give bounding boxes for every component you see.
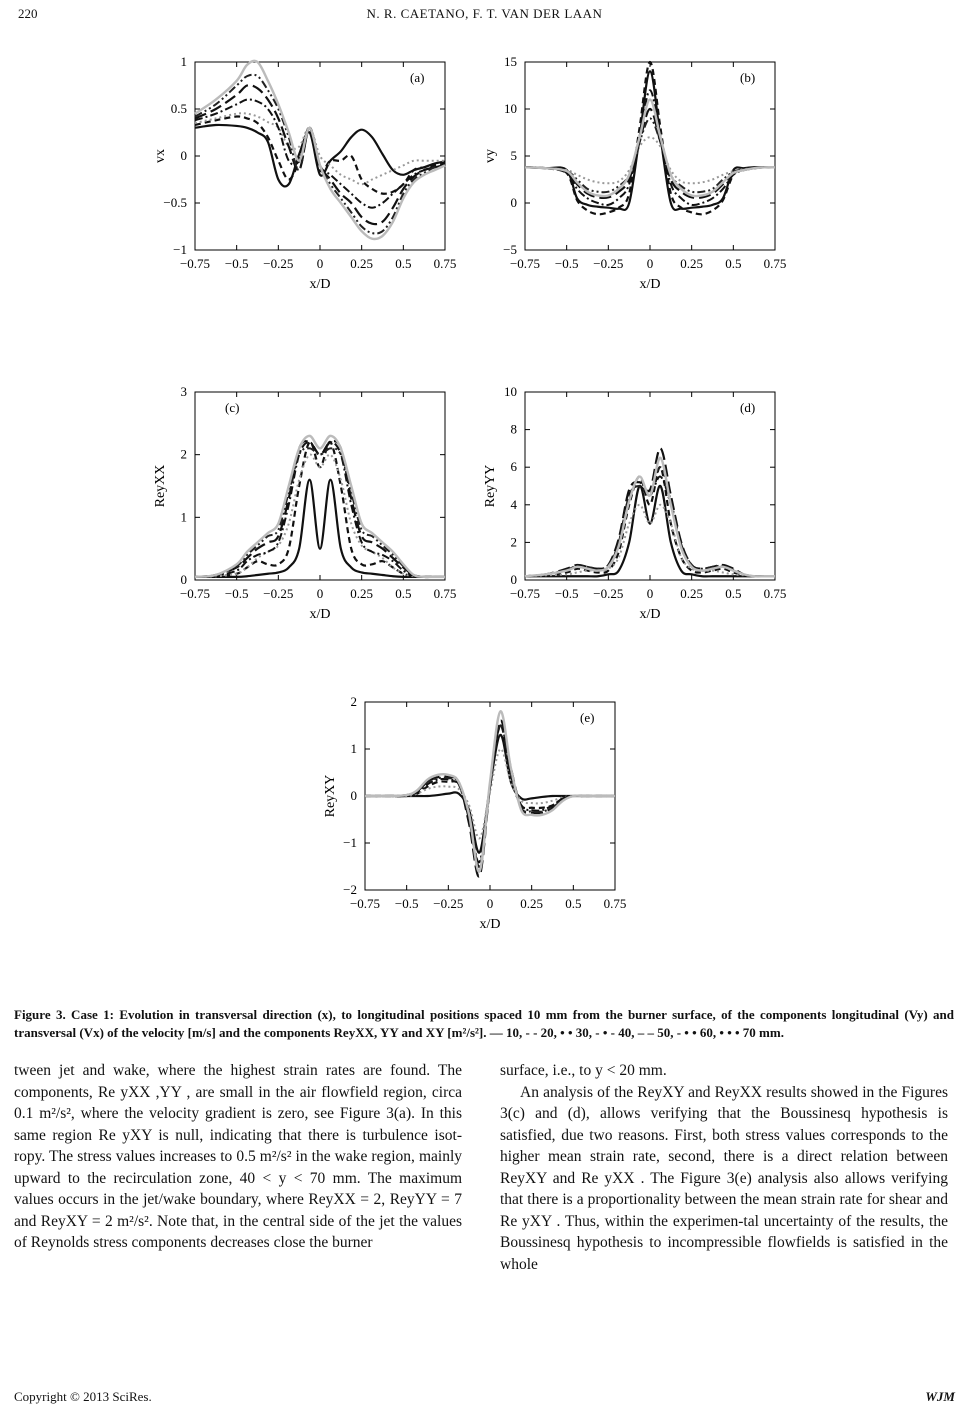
body-column-left bbox=[14, 1060, 462, 1254]
y-tick-label: 0 bbox=[180, 148, 187, 163]
series-line-60 bbox=[525, 118, 775, 192]
x-tick-label: −0.25 bbox=[433, 896, 464, 911]
series-line-50 bbox=[365, 721, 615, 877]
x-tick-label: 0.75 bbox=[603, 896, 627, 911]
x-tick-label: −0.5 bbox=[554, 256, 579, 271]
figure-panel-c bbox=[150, 380, 457, 635]
paragraph: tween jet and wake, where the highest strain rates are found. The components, Re yXX ,YY , are small in the air flowfield region, circa 0.1 m²/s², where the velocity gradient is zero, see Figure 3(a). In this same region Re yXY is null, indicating that there is turbulence isot-ropy. The stress values increases to 0.5 m²/s² in the wake region, mainly upward to the recirculation zone, 40 < y < 70 mm. The maximum values occurs in the jet/wake boundary, where ReyXX = 2, ReyYY = 7 and ReyXY = 2 m²/s². Note that, in the central side of the jet the values of Reynolds stress components decreases close the burner bbox=[14, 1062, 462, 1251]
chart-svg bbox=[150, 50, 457, 305]
series-line-50 bbox=[525, 448, 775, 576]
x-tick-label: 0.5 bbox=[725, 256, 742, 271]
y-tick-label: 0 bbox=[510, 572, 517, 587]
x-tick-label: −0.5 bbox=[554, 586, 579, 601]
copyright: Copyright © 2013 SciRes. bbox=[14, 1389, 152, 1404]
series-line-10 bbox=[525, 71, 775, 210]
y-tick-label: 6 bbox=[510, 459, 517, 475]
series-line-50 bbox=[195, 441, 445, 577]
paragraph: An analysis of the ReyXY and ReyXX results showed in the Figures 3(c) and (d), allows verifying that the Boussinesq hypothesis is satisfied, due two reasons. First, both stress values corresponds to the higher mean strain rate, second, there is a direct relation between ReyXY and Re yXX . The Figure 3(e) analysis also allows verifying that there is a proportionality between the mean strain rate for shear and Re yXY . Thus, within the experimen-tal uncertainty of the results, the Boussinesq hypothesis to incompressible flowfields is satisfied in the whole bbox=[500, 1083, 948, 1273]
panel-label: (b) bbox=[740, 70, 756, 85]
figure-caption bbox=[14, 1006, 954, 1042]
x-tick-label: 0.5 bbox=[395, 256, 412, 271]
x-tick-label: 0.25 bbox=[520, 896, 544, 911]
x-tick-label: 0 bbox=[316, 256, 324, 271]
x-tick-label: −0.25 bbox=[593, 586, 624, 601]
series-line-20 bbox=[195, 442, 445, 577]
x-tick-label: −0.5 bbox=[224, 256, 249, 271]
series-line-30 bbox=[525, 137, 775, 183]
y-tick-label: 0 bbox=[350, 788, 357, 803]
journal-name: WJM bbox=[925, 1389, 955, 1404]
panel-label: (c) bbox=[225, 400, 240, 415]
x-tick-label: −0.75 bbox=[349, 896, 381, 911]
y-tick-label: 5 bbox=[510, 148, 517, 163]
series-line-50 bbox=[195, 85, 445, 224]
x-tick-label: 0.25 bbox=[350, 256, 374, 271]
plot-frame bbox=[525, 392, 775, 580]
body-column-right bbox=[500, 1060, 948, 1275]
x-tick-label: 0.5 bbox=[565, 896, 582, 911]
x-tick-label: 0 bbox=[316, 586, 324, 601]
chart-svg bbox=[150, 380, 457, 635]
y-tick-label: 2 bbox=[510, 534, 517, 550]
x-tick-label: 0.75 bbox=[433, 586, 457, 601]
chart-svg bbox=[480, 50, 787, 305]
figure-panel-b bbox=[480, 50, 787, 305]
x-tick-label: −0.75 bbox=[179, 256, 211, 271]
paragraph: surface, i.e., to y < 20 mm. bbox=[500, 1062, 667, 1079]
series-line-10 bbox=[525, 486, 775, 577]
y-tick-label: 8 bbox=[510, 421, 517, 437]
x-tick-label: 0.75 bbox=[433, 256, 457, 271]
y-tick-label: −1 bbox=[173, 242, 187, 257]
x-axis-label: x/D bbox=[639, 277, 661, 292]
series-line-70 bbox=[195, 61, 445, 239]
series-line-70 bbox=[525, 458, 775, 577]
x-tick-label: −0.75 bbox=[179, 586, 211, 601]
figure-panel-e bbox=[320, 690, 627, 945]
x-tick-label: −0.75 bbox=[509, 256, 541, 271]
series-line-70 bbox=[525, 100, 775, 197]
y-tick-label: −2 bbox=[343, 882, 357, 897]
series-line-70 bbox=[365, 711, 615, 871]
series-line-10 bbox=[195, 480, 445, 577]
caption-label: Figure 3. bbox=[14, 1007, 66, 1022]
series-line-40 bbox=[525, 90, 775, 205]
y-tick-label: 1 bbox=[350, 741, 357, 756]
y-axis-label: vy bbox=[483, 149, 498, 163]
chart-svg bbox=[320, 690, 627, 945]
x-axis-label: x/D bbox=[639, 607, 661, 622]
x-axis-label: x/D bbox=[479, 917, 501, 932]
figure-panel-d bbox=[480, 380, 787, 635]
chart-svg bbox=[480, 380, 787, 635]
x-tick-label: −0.25 bbox=[263, 256, 294, 271]
y-axis-label: ReyXX bbox=[153, 464, 168, 508]
figure-panel-a bbox=[150, 50, 457, 305]
x-tick-label: −0.5 bbox=[224, 586, 249, 601]
y-tick-label: −1 bbox=[343, 835, 357, 850]
x-tick-label: 0.75 bbox=[763, 256, 787, 271]
x-tick-label: 0 bbox=[646, 586, 654, 601]
series-line-60 bbox=[525, 467, 775, 576]
panel-label: (e) bbox=[580, 710, 595, 725]
panel-label: (d) bbox=[740, 400, 756, 415]
x-axis-label: x/D bbox=[309, 277, 331, 292]
series-line-30 bbox=[525, 505, 775, 577]
x-tick-label: 0.5 bbox=[725, 586, 742, 601]
plot-frame bbox=[195, 392, 445, 580]
series-line-20 bbox=[195, 116, 445, 193]
caption-text: Case 1: Evolution in transversal direction (x), to longitudinal positions spaced 10 mm from the burner surface, of the components longitudinal (Vy) and transversal (Vx) of the velocity [m/s] and the components ReyXX, YY and XY [m²/s²]. — 10, - - 20, • • 30, - • - 40, – – 50, - • • 60, • • • 70 mm. bbox=[14, 1007, 954, 1040]
x-tick-label: 0.75 bbox=[763, 586, 787, 601]
x-axis-label: x/D bbox=[309, 607, 331, 622]
x-tick-label: 0.25 bbox=[680, 256, 704, 271]
x-tick-label: 0 bbox=[486, 896, 494, 911]
x-tick-label: −0.75 bbox=[509, 586, 541, 601]
y-tick-label: 0 bbox=[510, 195, 517, 210]
x-tick-label: −0.5 bbox=[394, 896, 419, 911]
y-tick-label: 4 bbox=[510, 496, 517, 512]
y-tick-label: 0 bbox=[180, 572, 187, 587]
y-tick-label: −0.5 bbox=[163, 195, 187, 210]
x-tick-label: 0.5 bbox=[395, 586, 412, 601]
y-tick-label: −5 bbox=[503, 242, 517, 257]
y-tick-label: 3 bbox=[180, 384, 187, 399]
x-tick-label: 0.25 bbox=[350, 586, 374, 601]
page-number: 220 bbox=[18, 6, 38, 21]
y-tick-label: 1 bbox=[180, 509, 187, 525]
y-axis-label: vx bbox=[153, 149, 168, 163]
series-line-20 bbox=[525, 467, 775, 576]
x-tick-label: −0.25 bbox=[593, 256, 624, 271]
y-axis-label: ReyXY bbox=[323, 774, 338, 818]
series-line-60 bbox=[365, 725, 615, 871]
y-tick-label: 10 bbox=[504, 384, 517, 399]
series-line-70 bbox=[195, 436, 445, 577]
panel-label: (a) bbox=[410, 70, 425, 85]
x-tick-label: −0.25 bbox=[263, 586, 294, 601]
series-line-30 bbox=[195, 454, 445, 576]
y-tick-label: 2 bbox=[180, 446, 187, 462]
y-axis-label: ReyYY bbox=[483, 464, 498, 508]
series-line-20 bbox=[525, 62, 775, 214]
y-tick-label: 15 bbox=[504, 54, 517, 69]
series-line-40 bbox=[195, 442, 445, 577]
y-tick-label: 2 bbox=[350, 694, 357, 709]
y-tick-label: 10 bbox=[504, 101, 517, 116]
x-tick-label: 0 bbox=[646, 256, 654, 271]
x-tick-label: 0.25 bbox=[680, 586, 704, 601]
y-tick-label: 1 bbox=[180, 54, 187, 69]
y-tick-label: 0.5 bbox=[170, 101, 187, 116]
running-header-authors: N. R. CAETANO, F. T. VAN DER LAAN bbox=[366, 6, 603, 21]
series-line-50 bbox=[525, 109, 775, 198]
